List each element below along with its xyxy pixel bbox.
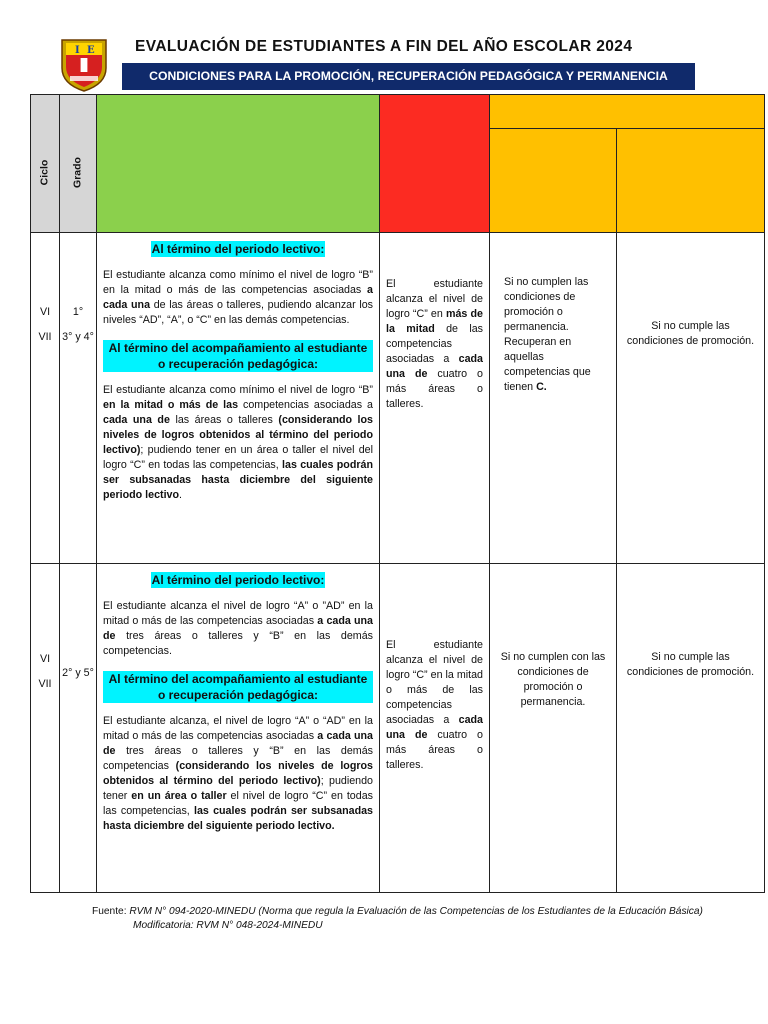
header-ciclo-cell [31, 95, 60, 233]
row1-promotion-text1: El estudiante alcanza como mínimo el nivel de logro “B” en la mitad o más de las competencias asociadas a cada una de las áreas o talleres, pudiendo alcanzar los niveles “AD”, “A”, o “C” en las demás competencias. [103, 269, 373, 326]
header-ciclo-label: Ciclo [38, 159, 51, 186]
header-grado-label: Grado [71, 157, 84, 188]
row2-promotion-text2: El estudiante alcanza, el nivel de logro “A” o “AD” en la mitad o más de las competencias asociadas a cada una de tres áreas o talleres y “B” en las demás competencias (considerando los niveles de logros obtenidos al término del periodo lectivo); pudiendo tener en un área o taller el nivel de logro “C” en todas las competencias, las cuales podrán ser subsanadas hasta diciembre del siguiente periodo lectivo. [103, 715, 374, 832]
page-subtitle-banner: CONDICIONES PARA LA PROMOCIÓN, RECUPERACIÓN PEDAGÓGICA Y PERMANENCIA [122, 63, 695, 90]
school-crest-logo [58, 38, 110, 92]
promotion-conditions-table [30, 94, 765, 893]
row2-ciclo-vii: VII [38, 678, 52, 690]
row2-ciclo-vi: VI [39, 653, 51, 665]
row1-heading-period: Al término del periodo lectivo: [151, 242, 325, 256]
row2-grado [60, 564, 97, 893]
row2-ciclo [31, 564, 60, 893]
svg-text:I: I [75, 45, 80, 56]
header-recovery-sub2 [617, 129, 765, 233]
row1-permanence-cell: El estudiante alcanza el nivel de logro “C” en más de la mitad de las competencias asociadas a cada una de cuatro o más áreas o talleres. [380, 233, 490, 564]
header-row-top [31, 95, 765, 129]
row1-promotion-cell [97, 233, 380, 564]
row2-heading-recovery: Al término del acompañamiento al estudiante o recuperación pedagógica: [103, 671, 373, 703]
header-recovery-cell [490, 95, 765, 129]
header-recovery-sub1 [490, 129, 617, 233]
row1-ciclo-vii: VII [38, 331, 52, 343]
table-row [31, 564, 765, 893]
row1-grado-second: 3° y 4° [62, 331, 94, 343]
footer-modifier-text: Modificatoria: RVM N° 048-2024-MINEDU [133, 920, 323, 931]
svg-text:E: E [87, 45, 95, 56]
header-permanence-cell [380, 95, 490, 233]
row1-grado [60, 233, 97, 564]
row1-heading-recovery: Al término del acompañamiento al estudiante o recuperación pedagógica: [103, 340, 373, 372]
row2-permanence-cell: El estudiante alcanza el nivel de logro “C” en la mitad o más de las competencias asociadas a cada una de cuatro o más áreas o talleres. [380, 564, 490, 893]
row1-ciclo [31, 233, 60, 564]
row2-repeat-cell: Si no cumple las condiciones de promoción. [617, 564, 765, 893]
row2-promotion-cell [97, 564, 380, 893]
row2-promotion-text1: El estudiante alcanza el nivel de logro “A” o ”AD” en la mitad o más de las competencias asociadas a cada una de tres áreas o talleres y “B” en las demás competencias. [103, 600, 374, 657]
footer-label: Fuente: [92, 906, 127, 917]
table-row [31, 233, 765, 564]
header-grado-cell [60, 95, 97, 233]
row2-recovery-cell: Si no cumplen con las condiciones de promoción o permanencia. [490, 564, 617, 893]
footer-source-text: RVM N° 094-2020-MINEDU (Norma que regula la Evaluación de las Competencias de los Estudiantes de la Educación Básica) [129, 906, 703, 917]
header-promotion-cell [97, 95, 380, 233]
page-title: EVALUACIÓN DE ESTUDIANTES A FIN DEL AÑO ESCOLAR 2024 [135, 38, 633, 55]
footer-source [92, 905, 703, 933]
row1-grado-first: 1° [72, 306, 84, 318]
row1-recovery-cell: Si no cumplen las condiciones de promoción o permanencia. Recuperan en aquellas competencias que tienen C. [490, 233, 617, 564]
row2-grado-value: 2° y 5° [62, 667, 94, 679]
row1-ciclo-vi: VI [39, 306, 51, 318]
row2-heading-period: Al término del periodo lectivo: [151, 573, 325, 587]
row1-repeat-cell: Si no cumple las condiciones de promoción. [617, 233, 765, 564]
row1-promotion-text2: El estudiante alcanza como mínimo el nivel de logro “B” en la mitad o más de las competencias asociadas a cada una de las áreas o talleres (considerando los niveles de logros obtenidos al término del periodo lectivo); pudiendo tener en un área o taller el nivel del logro “C” en todas las competencias, las cuales podrán ser subsanadas hasta diciembre del siguiente periodo lectivo. [103, 384, 374, 501]
